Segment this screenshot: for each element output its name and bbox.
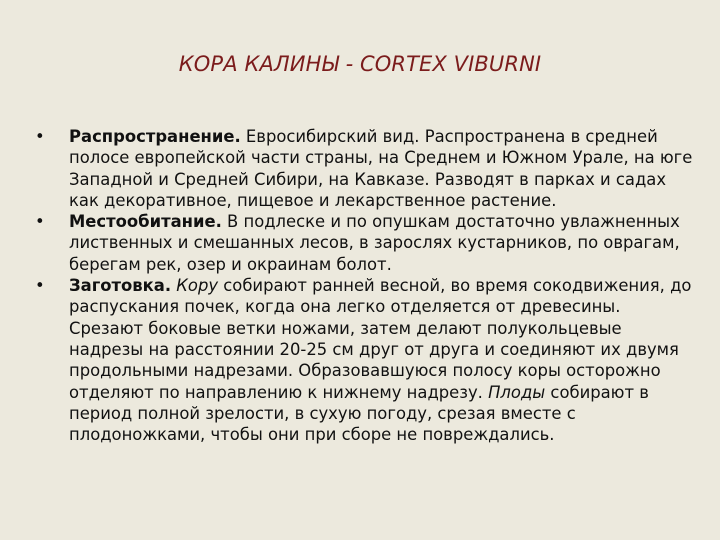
bullet-text: собирают в период полной зрелости, в сухую погоду, срезая вместе с плодоножками, чтобы они при сборе не повреждались. (69, 382, 649, 445)
bullet-icon: • (35, 127, 45, 146)
bullet-term: Распространение. (69, 127, 241, 146)
bullet-italic-bark: Кору (176, 276, 219, 296)
bullet-harvesting (35, 275, 695, 445)
bullet-italic-fruits: Плоды (488, 382, 546, 402)
bullet-text: собирают ранней весной, во время сокодвижения, до распускания почек, когда она легко отделяется от древесины. Срезают боковые ветки ножами, затем делают полукольцевые надрезы на расстоянии 20-25 см друг от друга и соединяют их двумя продольными надрезами. Образовавшуюся полосу коры осторожно отделяют по направлению к нижнему надрезу. (69, 276, 692, 402)
bullet-term: Заготовка. (69, 276, 172, 296)
bullet-text: В подлеске и по опушкам достаточно увлажненных лиственных и смешанных лесов, в зарослях кустарников, по оврагам, берегам рек, озер и окраинам болот. (69, 212, 680, 274)
bullet-habitat (35, 211, 695, 275)
bullet-icon: • (35, 276, 45, 296)
bullet-distribution (35, 126, 695, 211)
slide-title: КОРА КАЛИНЫ - CORTEX VIBURNI (178, 52, 542, 76)
bullet-text: Евросибирский вид. Распространена в средней полосе европейской части страны, на Среднем и Южном Урале, на юге Западной и Средней Сибири, на Кавказе. Разводят в парках и садах как декоративное, пищевое и лекарственное растение. (69, 127, 693, 210)
bullet-term: Местообитание. (69, 212, 222, 232)
bullet-icon: • (35, 212, 45, 232)
bullet-list (35, 126, 695, 445)
